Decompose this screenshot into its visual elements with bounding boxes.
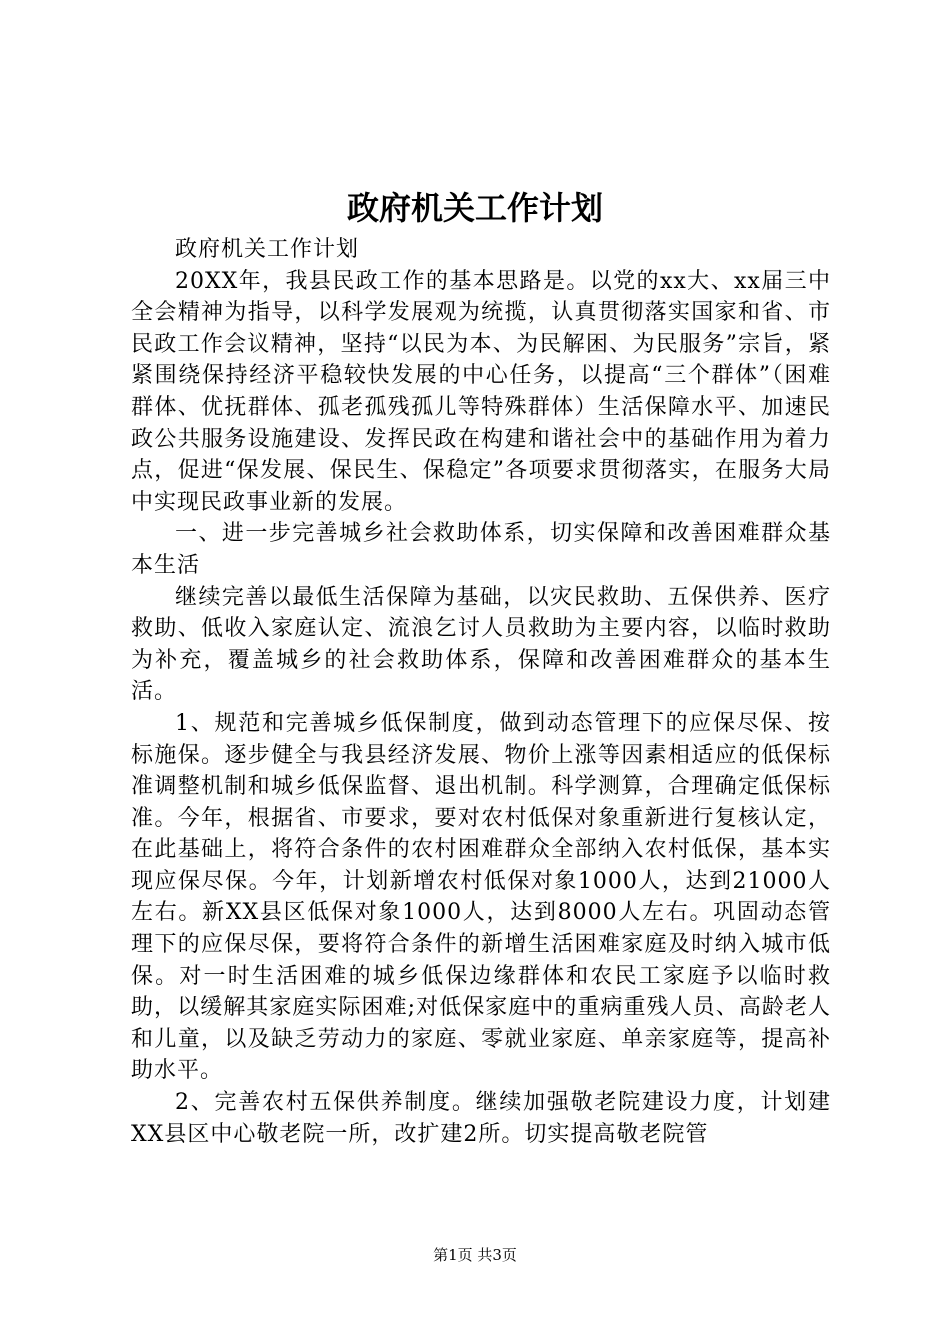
document-body <box>131 234 831 1150</box>
intro-paragraph: 20XX年，我县民政工作的基本思路是。以党的xx大、xx届三中全会精神为指导，以科学发展观为统揽，认真贯彻落实国家和省、市民政工作会议精神，坚持“以民为本、为民解困、为民服务”宗旨，紧紧围绕保持经济平稳较快发展的中心任务，以提高“三个群体”（困难群体、优抚群体、孤老孤残孤儿等特殊群体）生活保障水平、加速民政公共服务设施建设、发挥民政在构建和谐社会中的基础作用为着力点，促进“保发展、保民生、保稳定”各项要求贯彻落实，在服务大局中实现民政事业新的发展。 <box>131 268 831 515</box>
section-heading: 一、进一步完善城乡社会救助体系，切实保障和改善困难群众基本生活 <box>131 521 831 578</box>
item-paragraph-1: 1、规范和完善城乡低保制度，做到动态管理下的应保尽保、按标施保。逐步健全与我县经济发展、物价上涨等因素相适应的低保标准调整机制和城乡低保监督、退出机制。科学测算，合理确定低保标准。今年，根据省、市要求，要对农村低保对象重新进行复核认定，在此基础上，将符合条件的农村困难群众全部纳入农村低保，基本实现应保尽保。今年，计划新增农村低保对象1000人，达到21000人左右。新XX县区低保对象1000人，达到8000人左右。巩固动态管理下的应保尽保，要将符合条件的新增生活困难家庭及时纳入城市低保。对一时生活困难的城乡低保边缘群体和农民工家庭予以临时救助，以缓解其家庭实际困难;对低保家庭中的重病重残人员、高龄老人和儿童，以及缺乏劳动力的家庭、零就业家庭、单亲家庭等，提高补助水平。 <box>131 710 831 1084</box>
page-title: 政府机关工作计划 <box>346 189 603 227</box>
page-footer: 第1页 共3页 <box>433 1246 517 1264</box>
item-paragraph-2: 2、完善农村五保供养制度。继续加强敬老院建设力度，计划建XX县区中心敬老院一所，改扩建2所。切实提高敬老院管 <box>131 1090 831 1147</box>
subtitle-paragraph: 政府机关工作计划 <box>175 237 360 262</box>
section-paragraph: 继续完善以最低生活保障为基础，以灾民救助、五保供养、医疗救助、低收入家庭认定、流浪乞讨人员救助为主要内容，以临时救助为补充，覆盖城乡的社会救助体系，保障和改善困难群众的基本生活。 <box>131 584 831 705</box>
